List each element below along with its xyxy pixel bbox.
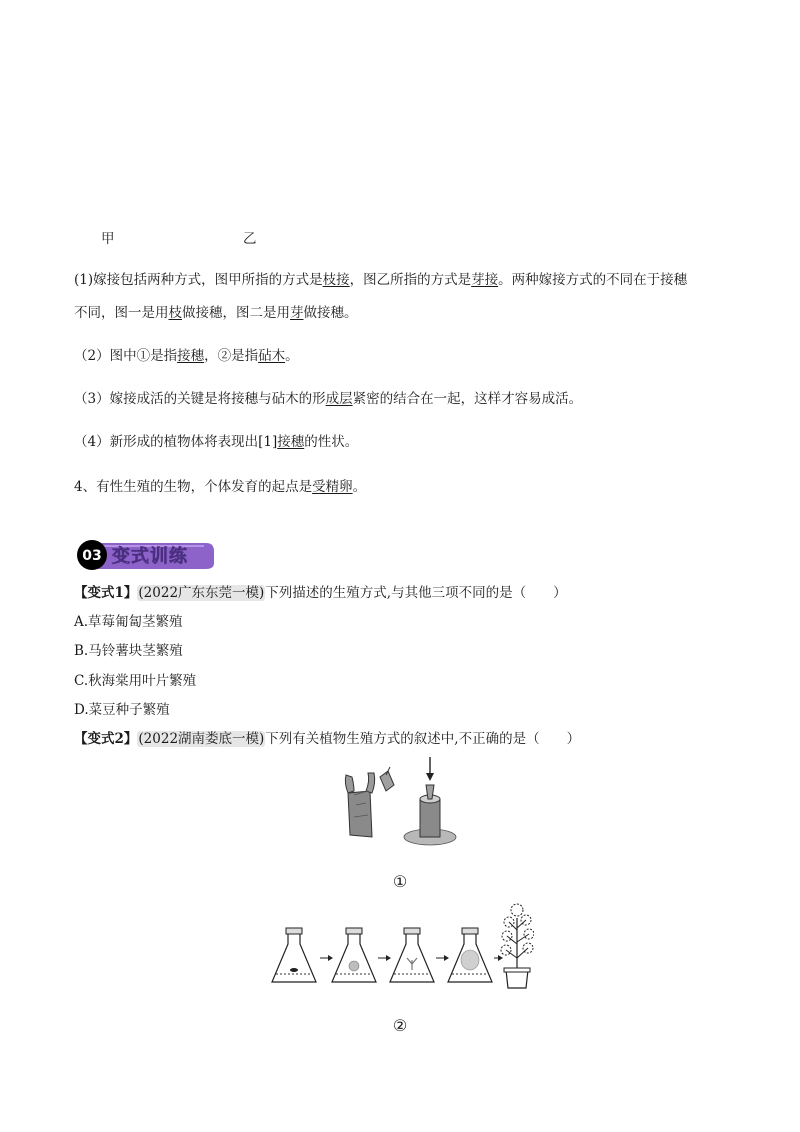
- tissue-culture-illustration: [268, 898, 534, 990]
- option-c: C.秋海棠用叶片繁殖: [74, 673, 197, 689]
- variant-label: 【变式1】: [74, 585, 138, 601]
- option-d: D.菜豆种子繁殖: [74, 702, 170, 718]
- figure-caption-2: ②: [392, 1016, 408, 1035]
- q4-line: [74, 432, 358, 452]
- section-banner-graphic: [76, 537, 216, 573]
- answer-blank: 受精卵: [312, 479, 353, 495]
- variant-2-stem: [74, 729, 580, 749]
- source-tag: (2022湖南娄底一模): [138, 731, 265, 747]
- variant-stem-text: 下列有关植物生殖方式的叙述中,不正确的是（ ）: [265, 731, 581, 747]
- arrow-1: [320, 955, 333, 961]
- q2-text: ，②是指: [204, 348, 259, 364]
- q1-text: (1)嫁接包括两种方式，图甲所指的方式是: [74, 272, 323, 288]
- arrow-2: [378, 955, 391, 961]
- q4-text: 的性状。: [304, 434, 359, 450]
- potted-plant: [501, 904, 534, 988]
- section-banner: [76, 537, 216, 573]
- grafting-illustration: [340, 755, 460, 847]
- flask-1: [272, 928, 316, 982]
- q1-text: 做接穗。: [303, 305, 358, 321]
- answer-blank: 接穗: [277, 434, 305, 450]
- q1-line-2: [74, 303, 358, 323]
- source-tag: (2022广东东莞一模): [138, 585, 265, 601]
- q1-text: 不同，图一是用: [74, 305, 169, 321]
- q2-text: （2）图中①是指: [74, 348, 178, 364]
- stock-branch-left: [345, 775, 354, 793]
- q4-text: （4）新形成的植物体将表现出[1]: [74, 434, 278, 450]
- down-arrow-icon: [426, 773, 434, 781]
- answer-blank: 成层: [325, 391, 353, 407]
- q5-text: 4、有性生殖的生物，个体发育的起点是: [74, 479, 313, 495]
- variant-1-stem: [74, 583, 567, 603]
- answer-blank: 芽: [290, 305, 304, 321]
- figure-label-yi: 乙: [243, 231, 257, 247]
- answer-blank: 砧木: [258, 348, 286, 364]
- option-b: B.马铃薯块茎繁殖: [74, 643, 183, 659]
- answer-blank: 枝: [168, 305, 182, 321]
- q2-line: [74, 346, 299, 366]
- figure-caption-1: ①: [392, 872, 408, 891]
- q5-text: 。: [352, 479, 367, 495]
- q3-text: （3）嫁接成活的关键是将接穗与砧木的形: [74, 391, 326, 407]
- variant-label: 【变式2】: [74, 731, 138, 747]
- variant-stem-text: 下列描述的生殖方式,与其他三项不同的是（ ）: [265, 585, 567, 601]
- arrow-3: [436, 955, 449, 961]
- flask-2: [332, 928, 376, 982]
- q3-line: [74, 389, 582, 409]
- stock-trunk-left: [348, 791, 372, 837]
- banner-number: 03: [82, 548, 102, 564]
- flask-4: [448, 928, 492, 982]
- inserted-scion: [426, 785, 434, 799]
- q1-line-1: [74, 270, 687, 290]
- q1-text: 。两种嫁接方式的不同在于接穗: [498, 272, 688, 288]
- option-a: A.草莓匍匐茎繁殖: [74, 614, 183, 630]
- q5-line: [74, 477, 366, 497]
- answer-blank: 枝接: [322, 272, 350, 288]
- q1-text: ，图乙所指的方式是: [349, 272, 472, 288]
- answer-blank: 接穗: [177, 348, 205, 364]
- figure-label-jia: 甲: [101, 231, 115, 247]
- stock-branch-right: [366, 773, 375, 793]
- q2-text: 。: [285, 348, 299, 364]
- arrow-4: [494, 955, 503, 961]
- stock-trunk-right: [420, 799, 440, 837]
- banner-title: 变式训练: [112, 546, 188, 567]
- q1-text: 做接穗，图二是用: [182, 305, 290, 321]
- flask-3: [390, 928, 434, 982]
- answer-blank: 芽接: [471, 272, 499, 288]
- q3-text: 紧密的结合在一起，这样才容易成活。: [352, 391, 583, 407]
